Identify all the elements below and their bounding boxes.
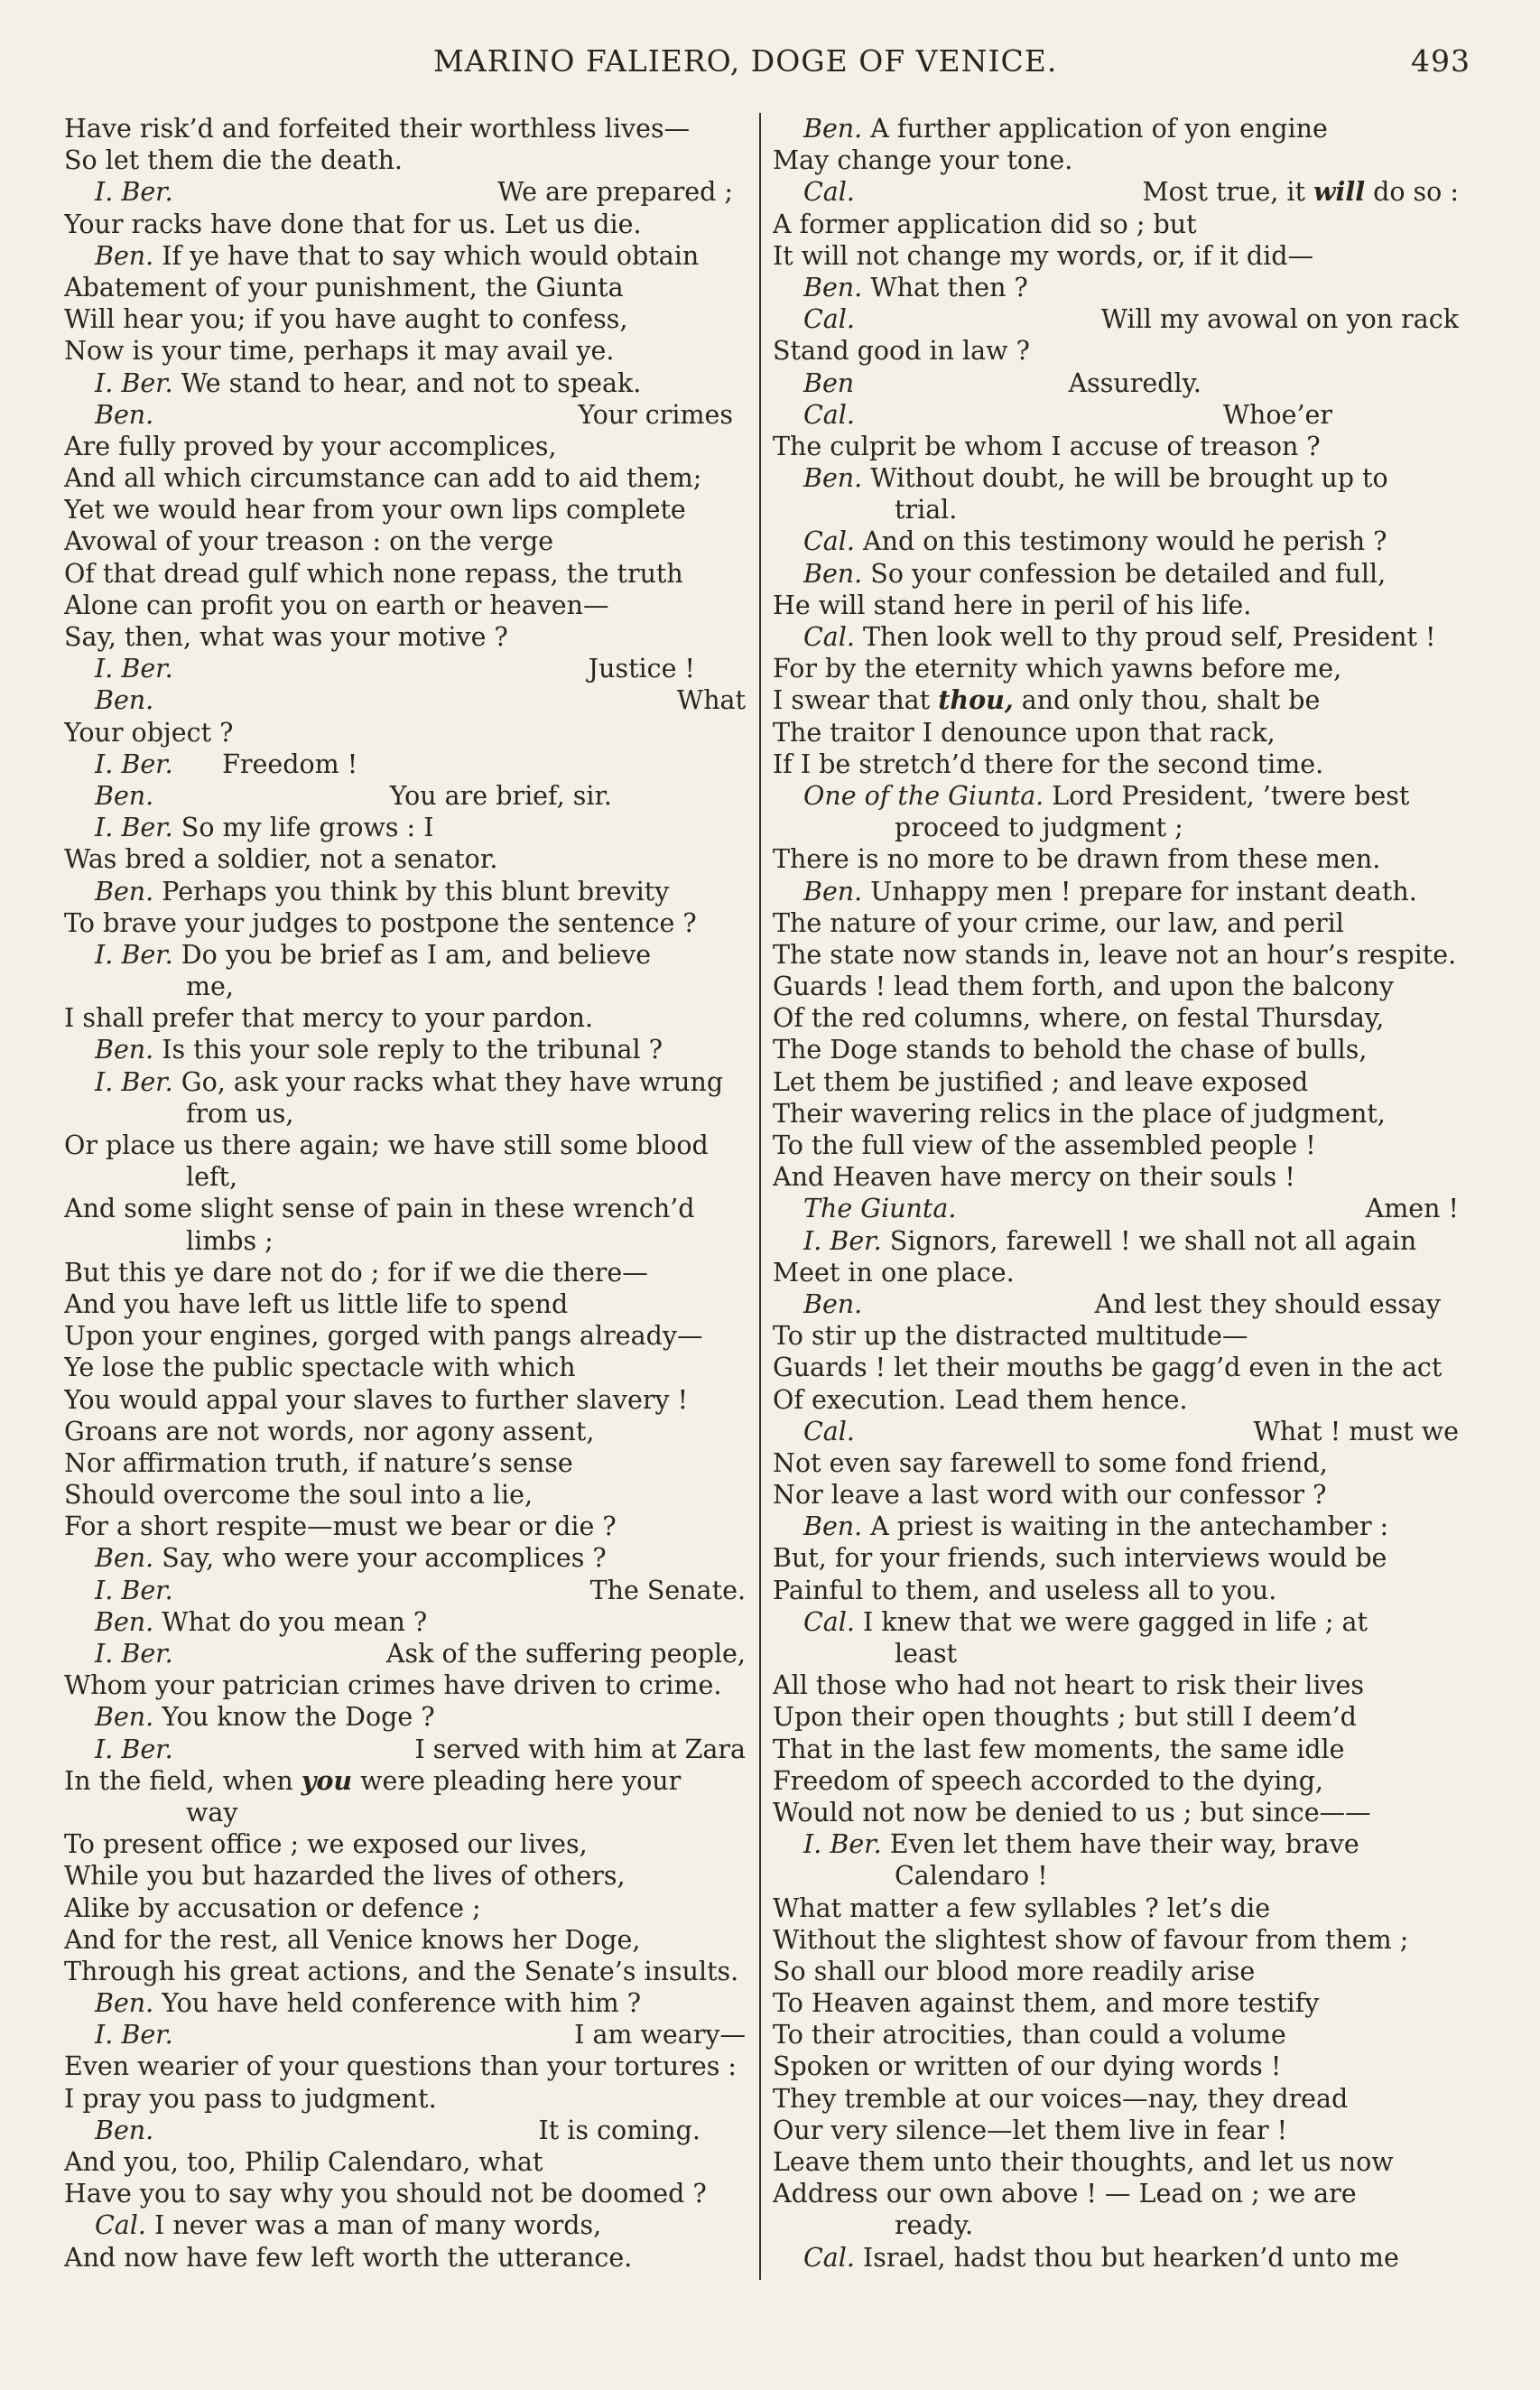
verse-line: Meet in one place. <box>773 1257 1015 1288</box>
verse-line: Alone can profit you on earth or heaven— <box>64 590 609 620</box>
speech-text: And on this testimony would he perish ? <box>854 526 1387 557</box>
speech-text: I never was a man of many words, <box>145 2210 602 2241</box>
speaker-name: Ben. <box>95 876 154 907</box>
verse-line: And you have left us little life to spend <box>64 1288 569 1319</box>
speech-text: So your confession be detailed and full, <box>862 558 1387 589</box>
speaker-name: I. Ber. <box>95 1734 173 1764</box>
verse-line: The state now stands in, leave not an hour’s respite. <box>773 939 1457 970</box>
speaker-name: Ben. <box>95 685 154 716</box>
speech-text: I knew that we were gagged in life ; at <box>854 1606 1368 1637</box>
verse-line: Even wearier of your questions than your tortures : <box>64 2051 737 2082</box>
speech-text: You have held conference with him ? <box>153 1988 642 2019</box>
verse-line: limbs ; <box>186 1225 274 1256</box>
speech-line <box>773 1288 1459 1320</box>
speech-text: I am weary— <box>574 2020 746 2051</box>
verse-line: me, <box>186 972 234 1002</box>
speech-text: You know the Doge ? <box>153 1702 435 1733</box>
speech-text: What do you mean ? <box>153 1606 428 1637</box>
speaker-name: Cal. <box>95 2210 146 2241</box>
speech-line <box>773 2242 1459 2274</box>
right-column <box>773 113 1459 2274</box>
emphasis-text: thou, <box>938 684 1014 716</box>
speaker-name: Cal. <box>803 177 855 208</box>
speech-line <box>64 240 746 272</box>
verse-line: Now is your time, perhaps it may avail ye. <box>64 336 615 367</box>
verse-line: Nor affirmation truth, if nature’s sense <box>64 1447 573 1478</box>
speech-line <box>773 399 1459 431</box>
speaker-name: I. Ber. <box>95 1639 173 1669</box>
speech-line <box>773 176 1459 208</box>
speaker-name: Ben. <box>803 558 863 589</box>
speech-text: What ! must we <box>1253 1416 1459 1446</box>
speaker-name: One of the Giunta. <box>803 780 1044 811</box>
speech-text: The Senate. <box>589 1575 746 1605</box>
speech-line <box>64 367 746 399</box>
speaker-name: Cal. <box>803 526 855 557</box>
speaker-name: The Giunta. <box>803 1194 957 1224</box>
speech-line <box>64 1066 746 1098</box>
verse-line: And for the rest, all Venice knows her Doge, <box>64 1924 641 1955</box>
verse-line: Avowal of your treason : on the verge <box>64 526 554 557</box>
verse-line: Whom your patrician crimes have driven to crime. <box>64 1670 722 1701</box>
verse-line: Spoken or written of our dying words ! <box>773 2051 1282 2082</box>
verse-line: To the full view of the assembled people ! <box>773 1130 1316 1160</box>
speaker-name: Ben. <box>95 399 154 430</box>
speech-text: We stand to hear, and not to speak. <box>172 367 642 398</box>
verse-line <box>64 1765 746 1797</box>
verse-line: And you, too, Philip Calendaro, what <box>64 2147 543 2177</box>
verse-line: I pray you pass to judgment. <box>64 2083 437 2114</box>
speech-line <box>773 1225 1459 1257</box>
speech-text: Ask of the suffering people, <box>385 1639 746 1669</box>
speaker-name: Ben. <box>95 1702 154 1733</box>
emphasis-text: will <box>1313 176 1366 208</box>
verse-line: Let them be justified ; and leave exposed <box>773 1066 1309 1097</box>
speech-line <box>64 2019 746 2051</box>
verse-line: The traitor I denounce upon that rack, <box>773 717 1276 748</box>
verse-line: Painful to them, and useless all to you. <box>773 1575 1277 1605</box>
verse-line: Groans are not words, nor agony assent, <box>64 1416 595 1446</box>
speaker-name: Ben. <box>803 1288 863 1319</box>
verse-line: Upon their open thoughts ; but still I deem’d <box>773 1702 1357 1733</box>
speaker-name: Cal. <box>803 399 855 430</box>
speech-text: Unhappy men ! prepare for instant death. <box>862 876 1417 907</box>
speaker-name: Ben. <box>95 240 154 271</box>
verse-line: So let them die the death. <box>64 145 403 176</box>
running-header <box>0 43 1540 88</box>
speaker-name: Ben. <box>803 1511 863 1542</box>
verse-line: Yet we would hear from your own lips complete <box>64 495 686 525</box>
verse-line: Your object ? <box>64 717 234 748</box>
verse-line: For a short respite—must we bear or die ? <box>64 1511 617 1542</box>
verse-line: What matter a few syllables ? let’s die <box>773 1892 1271 1923</box>
speech-text: What then ? <box>862 272 1028 302</box>
verse-line: A former application did so ; but <box>773 209 1197 239</box>
verse-line: For by the eternity which yawns before me, <box>773 654 1342 684</box>
speech-line <box>64 1034 746 1065</box>
verse-line: If I be stretch’d there for the second time. <box>773 749 1324 779</box>
verse-line: Stand good in law ? <box>773 336 1030 367</box>
speech-line <box>64 1734 746 1765</box>
speaker-name: I. Ber. <box>95 1066 173 1097</box>
speech-text: So my life grows : I <box>172 813 434 843</box>
speech-line <box>773 303 1459 335</box>
verse-line: Have you to say why you should not be doomed ? <box>64 2179 707 2209</box>
running-title: MARINO FALIERO, DOGE OF VENICE. <box>433 43 1058 79</box>
speaker-name: I. Ber. <box>95 749 173 779</box>
speech-text: Your crimes <box>578 399 733 430</box>
speech-text: A priest is waiting in the antechamber : <box>862 1511 1389 1542</box>
speech-line <box>773 780 1459 812</box>
speech-line <box>773 272 1459 303</box>
speaker-name: Cal. <box>803 304 855 335</box>
speech-text: It is coming. <box>538 2115 700 2145</box>
speech-text: And lest they should essay <box>1094 1288 1441 1319</box>
speech-text: Will my avowal on yon rack <box>1100 304 1459 335</box>
speech-line <box>64 653 746 684</box>
speech-line <box>773 113 1459 144</box>
speaker-name: I. Ber. <box>95 1575 173 1605</box>
speaker-name: Ben. <box>803 272 863 302</box>
speaker-name: I. Ber. <box>95 367 173 398</box>
speech-line <box>773 1416 1459 1447</box>
verse-line: Leave them unto their thoughts, and let us now <box>773 2147 1394 2177</box>
verse-line: Not even say farewell to some fond friend, <box>773 1447 1328 1478</box>
speech-line <box>773 876 1459 907</box>
speech-text-part: Most true, it <box>1142 177 1314 208</box>
speaker-name: I. Ber. <box>95 177 173 208</box>
verse-line: He will stand here in peril of his life. <box>773 590 1252 620</box>
verse-text: I swear that <box>773 685 939 716</box>
speaker-name: I. Ber. <box>95 939 173 970</box>
speech-line <box>64 876 746 907</box>
speech-line <box>64 749 746 780</box>
speaker-name: Cal. <box>803 622 855 652</box>
speaker-name: Ben. <box>95 2115 154 2145</box>
speech-line <box>64 2115 746 2146</box>
speech-line <box>773 1828 1459 1860</box>
verse-line: But this ye dare not do ; for if we die there— <box>64 1257 648 1288</box>
speech-text: Israel, hadst thou but hearken’d unto me <box>854 2242 1399 2273</box>
speech-text: Say, who were your accomplices ? <box>153 1543 607 1574</box>
verse-line: Alike by accusation or defence ; <box>64 1892 481 1923</box>
verse-line: Your racks have done that for us. Let us die. <box>64 209 642 239</box>
emphasis-text: you <box>301 1764 353 1796</box>
verse-line: least <box>895 1639 958 1669</box>
speech-text: A further application of yon engine <box>862 114 1328 144</box>
speech-text: Signors, farewell ! we shall not all again <box>881 1225 1417 1256</box>
verse-line: from us, <box>186 1098 294 1129</box>
speech-line <box>773 1606 1459 1638</box>
speaker-name: I. Ber. <box>95 813 173 843</box>
left-column <box>64 113 746 2274</box>
verse-line: Through his great actions, and the Senate’s insults. <box>64 1956 739 1986</box>
verse-line: You would appal your slaves to further slavery ! <box>64 1384 689 1415</box>
verse-line: May change your tone. <box>773 145 1073 176</box>
verse-line: There is no more to be drawn from these men. <box>773 844 1381 875</box>
speaker-name: I. Ber. <box>803 1225 882 1256</box>
speech-line <box>64 1542 746 1574</box>
speech-line <box>773 558 1459 590</box>
speech-line <box>64 399 746 431</box>
verse-line: It will not change my words, or, if it did— <box>773 240 1314 271</box>
speech-text <box>1142 176 1459 208</box>
speaker-name: Ben. <box>95 780 154 811</box>
verse-line: Will hear you; if you have aught to confess, <box>64 304 628 335</box>
verse-text: were pleading here your <box>352 1765 682 1796</box>
speech-text: Without doubt, he will be brought up to <box>862 463 1388 494</box>
speech-line <box>64 1987 746 2019</box>
verse-line: Of that dread gulf which none repass, the truth <box>64 558 683 589</box>
verse-line: Freedom of speech accorded to the dying, <box>773 1765 1323 1796</box>
speaker-name: Ben <box>803 367 855 398</box>
speech-line <box>64 1701 746 1733</box>
verse-line: Their wavering relics in the place of judgment, <box>773 1098 1386 1129</box>
verse-line: way <box>186 1797 238 1827</box>
verse-line: To brave your judges to postpone the sentence ? <box>64 907 697 938</box>
speech-text: Even let them have their way, brave <box>881 1829 1359 1860</box>
verse-line: Upon your engines, gorged with pangs already— <box>64 1321 703 1352</box>
verse-line: To present office ; we exposed our lives, <box>64 1829 588 1860</box>
verse-line: To their atrocities, than could a volume <box>773 2020 1286 2051</box>
speech-line <box>773 1193 1459 1224</box>
speech-line <box>64 1606 746 1638</box>
verse-line: While you but hazarded the lives of others, <box>64 1861 626 1892</box>
verse-line: Guards ! lead them forth, and upon the balcony <box>773 972 1394 1002</box>
speech-text: Then look well to thy proud self, President ! <box>854 622 1436 652</box>
speech-text: What <box>676 685 746 716</box>
verse-line: Have risk’d and forfeited their worthless lives— <box>64 114 691 144</box>
verse-line: And now have few left worth the utterance. <box>64 2242 633 2273</box>
speech-line <box>773 1511 1459 1542</box>
speech-text: Is this your sole reply to the tribunal ? <box>153 1035 663 1065</box>
speaker-name: Ben. <box>803 114 863 144</box>
speaker-name: Ben. <box>95 1988 154 2019</box>
verse-line: I shall prefer that mercy to your pardon. <box>64 1003 594 1034</box>
speech-line <box>64 2209 746 2241</box>
speech-text: Do you be brief as I am, and believe <box>172 939 652 970</box>
speech-text: I served with him at Zara <box>414 1734 746 1764</box>
speaker-name: I. Ber. <box>95 2020 173 2051</box>
verse-line: Say, then, what was your motive ? <box>64 622 508 652</box>
verse-line: That in the last few moments, the same idle <box>773 1734 1345 1764</box>
verse-line: All those who had not heart to risk their lives <box>773 1670 1365 1701</box>
verse-line: And all which circumstance can add to aid them; <box>64 463 702 494</box>
verse-line: Our very silence—let them live in fear ! <box>773 2115 1288 2145</box>
verse-line: The culprit be whom I accuse of treason ? <box>773 431 1321 461</box>
verse-line: Ye lose the public spectacle with which <box>64 1353 576 1383</box>
speaker-name: I. Ber. <box>803 1829 882 1860</box>
speaker-name: Ben. <box>95 1035 154 1065</box>
speech-text: Perhaps you think by this blunt brevity <box>153 876 670 907</box>
speech-text: Assuredly. <box>1068 367 1201 398</box>
speaker-name: I. Ber. <box>95 654 173 684</box>
speaker-name: Ben. <box>95 1543 154 1574</box>
speech-text-part: do so : <box>1365 177 1459 208</box>
speech-line <box>64 1575 746 1606</box>
verse-line: Guards ! let their mouths be gagg’d even in the act <box>773 1353 1443 1383</box>
column-divider <box>759 113 761 2280</box>
speaker-name: Cal. <box>803 1416 855 1446</box>
verse-line: proceed to judgment ; <box>895 813 1183 843</box>
speech-text: Lord President, ’twere best <box>1044 780 1410 811</box>
speech-text: Whoe’er <box>1222 399 1332 430</box>
speech-line <box>64 812 746 843</box>
speech-line <box>64 939 746 971</box>
verse-text: In the field, when <box>64 1765 302 1796</box>
verse-line: So shall our blood more readily arise <box>773 1956 1256 1986</box>
verse-line: Calendaro ! <box>895 1861 1048 1892</box>
speech-text: We are prepared ; <box>497 177 733 208</box>
verse-line: Abatement of your punishment, the Giunta <box>64 272 624 302</box>
verse-line: ready. <box>895 2210 974 2241</box>
verse-line <box>773 684 1459 716</box>
verse-line: Are fully proved by your accomplices, <box>64 431 557 461</box>
verse-line: Was bred a soldier, not a senator. <box>64 844 498 875</box>
verse-line: And some slight sense of pain in these wrench’d <box>64 1194 695 1224</box>
verse-line: Of execution. Lead them hence. <box>773 1384 1188 1415</box>
verse-line: Should overcome the soul into a lie, <box>64 1480 533 1511</box>
speaker-name: Ben. <box>95 1606 154 1637</box>
speech-text: Amen ! <box>1365 1194 1459 1224</box>
speech-line <box>773 621 1459 653</box>
speech-line <box>64 684 746 716</box>
verse-line: Nor leave a last word with our confessor ? <box>773 1480 1327 1511</box>
speech-text: Go, ask your racks what they have wrung <box>172 1066 724 1097</box>
verse-line: left, <box>186 1162 238 1193</box>
verse-line: Or place us there again; we have still some blood <box>64 1130 709 1160</box>
speech-line <box>64 780 746 812</box>
verse-line: trial. <box>895 495 958 525</box>
verse-line: The nature of your crime, our law, and peril <box>773 907 1344 938</box>
verse-line: Without the slightest show of favour from them ; <box>773 1924 1409 1955</box>
verse-text: and only thou, shalt be <box>1013 685 1321 716</box>
speaker-name: Cal. <box>803 1606 855 1637</box>
verse-line: Would not now be denied to us ; but since—— <box>773 1797 1371 1827</box>
verse-line: And Heaven have mercy on their souls ! <box>773 1162 1295 1193</box>
verse-line: Of the red columns, where, on festal Thursday, <box>773 1003 1385 1034</box>
speech-text: You are brief, sir. <box>389 780 612 811</box>
verse-line: To stir up the distracted multitude— <box>773 1321 1248 1352</box>
verse-line: The Doge stands to behold the chase of bulls, <box>773 1035 1368 1065</box>
speech-text: If ye have that to say which would obtain <box>153 240 700 271</box>
verse-line: But, for your friends, such interviews would be <box>773 1543 1387 1574</box>
verse-line: To Heaven against them, and more testify <box>773 1988 1320 2019</box>
speaker-name: Cal. <box>803 2242 855 2273</box>
verse-line: Address our own above ! — Lead on ; we are <box>773 2179 1357 2209</box>
speaker-name: Ben. <box>803 463 863 494</box>
speech-line <box>773 462 1459 494</box>
verse-line: They tremble at our voices—nay, they dread <box>773 2083 1349 2114</box>
speech-line <box>773 525 1459 557</box>
page-number: 493 <box>1411 43 1470 79</box>
speaker-name: Ben. <box>803 876 863 907</box>
speech-line <box>773 367 1459 399</box>
speech-text: Justice ! <box>588 654 695 684</box>
speech-line <box>64 176 746 208</box>
speech-line <box>64 1638 746 1669</box>
speech-text: Freedom ! <box>172 749 358 779</box>
